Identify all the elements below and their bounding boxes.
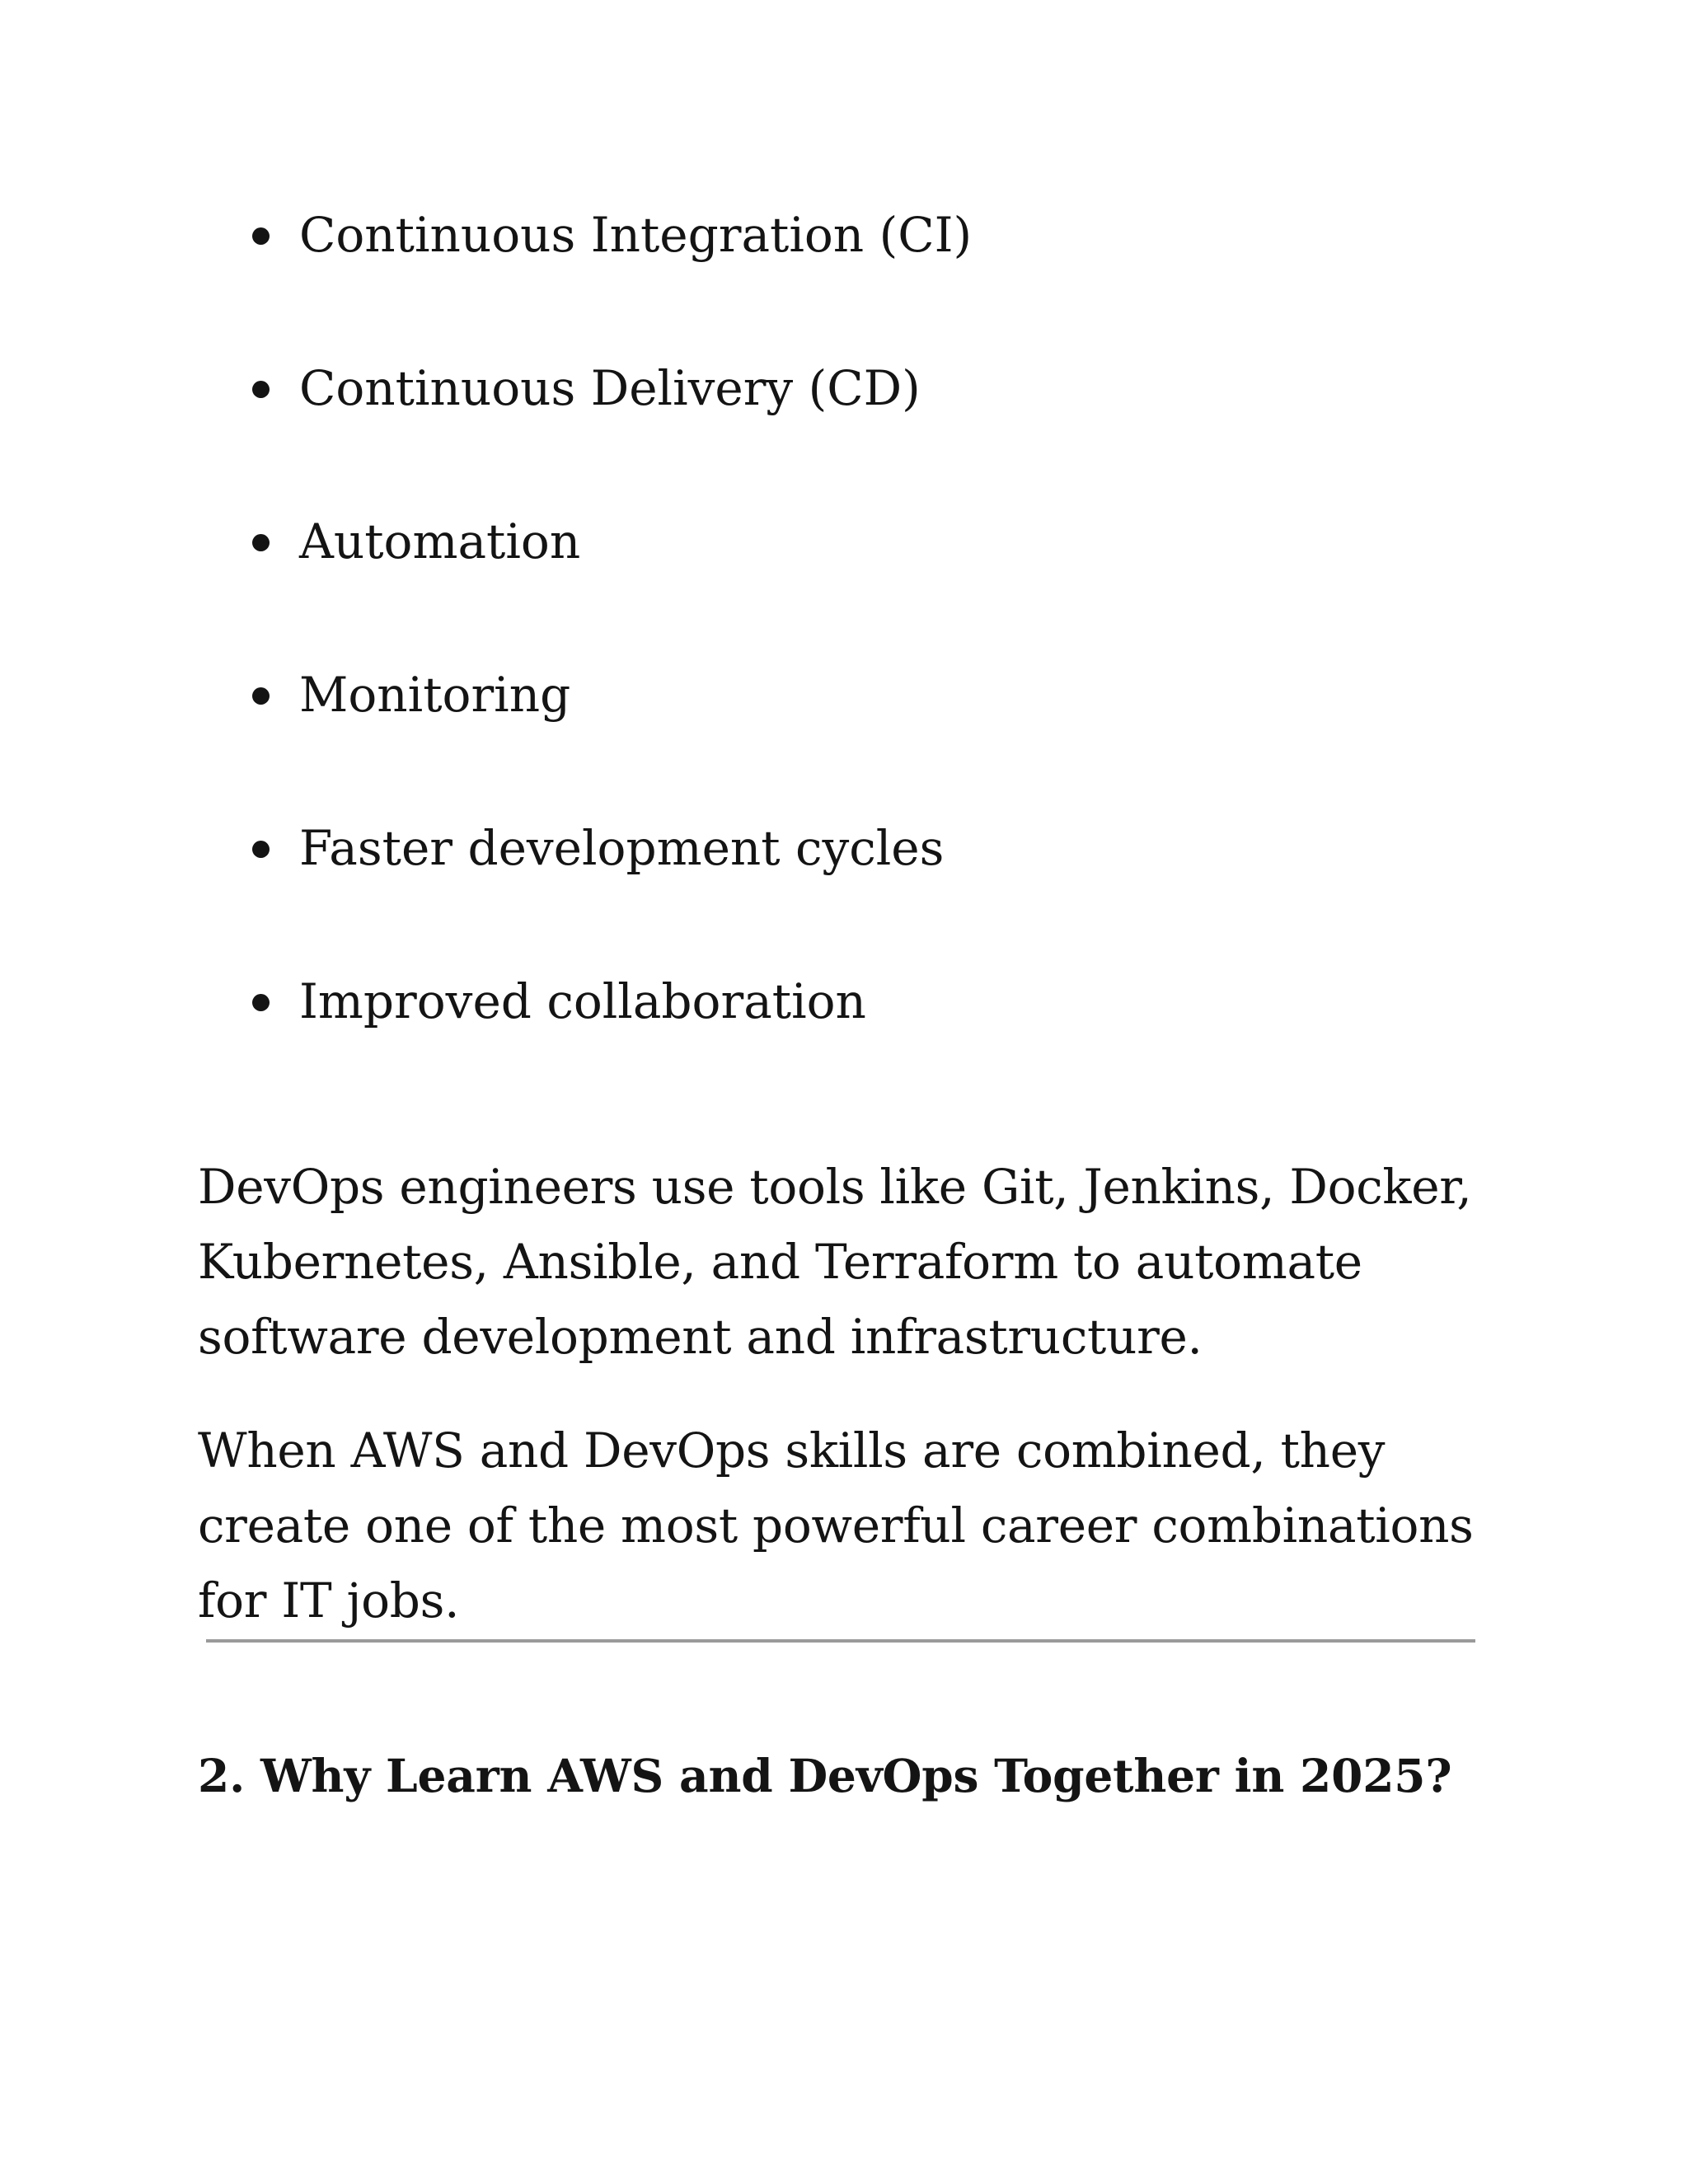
bullet-icon (252, 381, 270, 398)
devops-benefits-list (247, 206, 972, 1126)
bullet-icon (252, 687, 270, 705)
list-item (247, 819, 972, 972)
list-item (247, 972, 972, 1126)
devops-tools-paragraph: DevOps engineers use tools like Git, Jenkins, Docker, Kubernetes, Ansible, and Terraform to automate software development and infrastructure. (198, 1159, 1472, 1365)
bullet-icon (252, 227, 270, 245)
list-item-text: Faster development cycles (299, 820, 945, 876)
section-heading: 2. Why Learn AWS and DevOps Together in 2025? (198, 1749, 1452, 1802)
aws-devops-career-paragraph: When AWS and DevOps skills are combined, they create one of the most powerful career combinations for IT jobs. (198, 1422, 1474, 1629)
bullet-icon (252, 534, 270, 551)
list-item (247, 513, 972, 666)
section-divider (206, 1639, 1475, 1643)
list-item-text: Monitoring (299, 667, 571, 723)
list-item-text: Automation (299, 513, 581, 569)
list-item-text: Improved collaboration (299, 973, 866, 1029)
list-item (247, 359, 972, 513)
list-item (247, 666, 972, 819)
list-item-text: Continuous Delivery (CD) (299, 360, 921, 416)
list-item-text: Continuous Integration (CI) (299, 207, 973, 263)
bullet-icon (252, 994, 270, 1011)
bullet-icon (252, 841, 270, 858)
list-item (247, 206, 972, 359)
